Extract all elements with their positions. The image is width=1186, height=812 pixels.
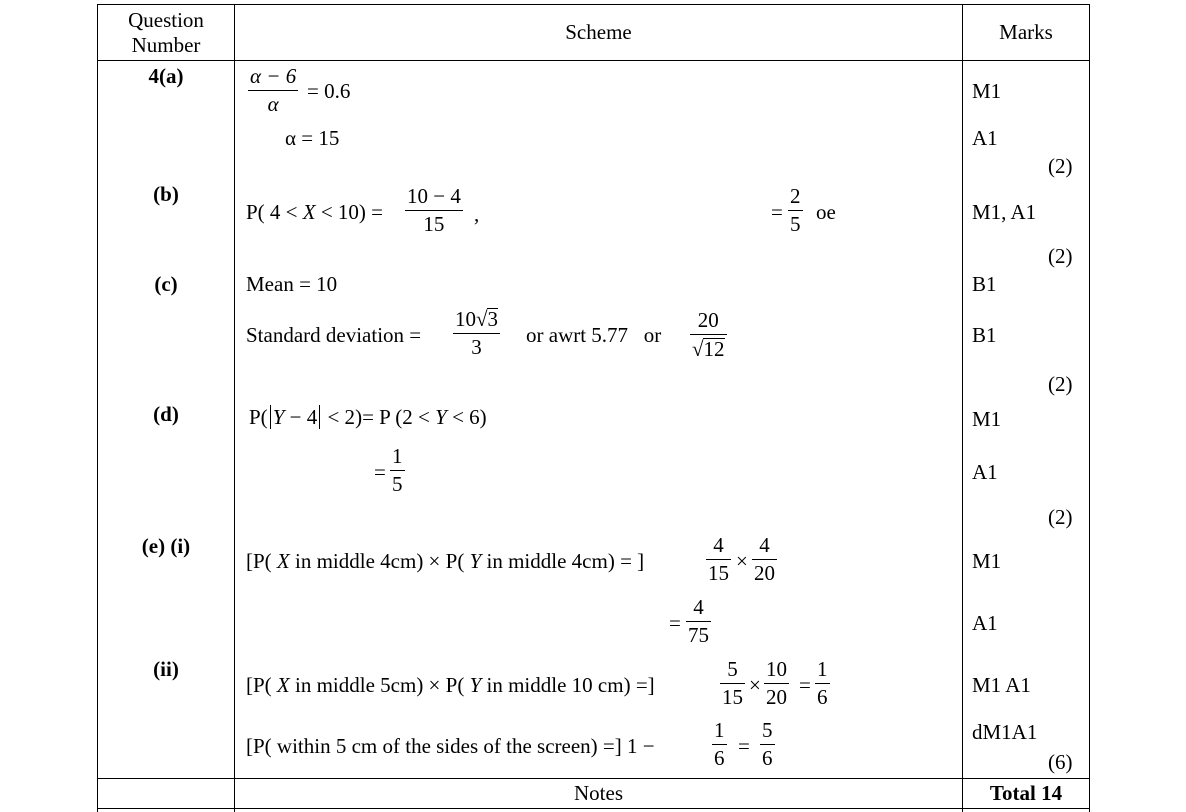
e-i-mark1: M1 bbox=[972, 549, 1002, 573]
e-i-times: × bbox=[736, 549, 748, 573]
d-prob-var: Y bbox=[272, 405, 285, 429]
c-or-awrt: or awrt 5.77 or bbox=[526, 323, 662, 347]
e-ii2-fraction-1 bbox=[712, 720, 727, 769]
b-oe: oe bbox=[816, 200, 836, 224]
b-total: (2) bbox=[1048, 244, 1073, 268]
c-sd-num: 10√3 bbox=[455, 307, 499, 331]
e-i-ans-num: 4 bbox=[693, 595, 704, 619]
a-fraction-den: α bbox=[267, 92, 279, 116]
b-comma: , bbox=[474, 202, 480, 226]
d-total: (2) bbox=[1048, 505, 1073, 529]
e-i-answer-fraction bbox=[686, 597, 711, 646]
a-mark1: M1 bbox=[972, 79, 1002, 103]
e-i-post: in middle 4cm) = ] bbox=[481, 549, 645, 573]
question-label-d: (d) bbox=[153, 402, 179, 426]
e-ii-x: X bbox=[276, 673, 290, 697]
question-label-4a: 4(a) bbox=[148, 64, 184, 88]
c-alt-den-root: 12 bbox=[703, 337, 725, 361]
b-lhs bbox=[246, 202, 383, 223]
e-total: (6) bbox=[1048, 750, 1073, 774]
e-ii2-f1-den: 6 bbox=[714, 746, 725, 770]
e-ii-y: Y bbox=[469, 673, 482, 697]
e-ii-f3-den: 6 bbox=[817, 685, 828, 709]
header-question-number bbox=[98, 8, 234, 58]
table-top-border bbox=[97, 4, 1089, 5]
b-lhs-var: X bbox=[302, 200, 316, 224]
e-ii2-f1-num: 1 bbox=[714, 718, 725, 742]
e-ii-f2-den: 20 bbox=[766, 685, 787, 709]
notes-top-border bbox=[97, 778, 1089, 779]
e-ii-f2-num: 10 bbox=[766, 657, 787, 681]
footer-notes: Notes bbox=[574, 781, 623, 805]
c-mark2: B1 bbox=[972, 323, 997, 347]
b-fraction bbox=[405, 186, 463, 235]
b-eq: = bbox=[771, 200, 783, 224]
e-i-f1-num: 4 bbox=[713, 533, 724, 557]
d-prob-pre: P( bbox=[249, 405, 268, 429]
header-scheme: Scheme bbox=[565, 20, 632, 44]
d-prob-rhs-var: Y bbox=[435, 405, 447, 429]
d-ans-den: 5 bbox=[392, 472, 403, 496]
col-border-right bbox=[1089, 4, 1090, 812]
e-ii-text bbox=[246, 675, 655, 696]
c-sd-num-coef: 10 bbox=[455, 307, 476, 331]
e-ii-pre: [P( bbox=[246, 673, 277, 697]
e-i-eq: = bbox=[669, 611, 681, 635]
a-mark2: A1 bbox=[972, 126, 998, 150]
b-ans-num: 2 bbox=[790, 184, 801, 208]
c-alt-num: 20 bbox=[697, 308, 719, 332]
e-ii-mid: in middle 5cm) × P( bbox=[289, 673, 470, 697]
notes-bottom-border bbox=[97, 808, 1089, 809]
d-mark2: A1 bbox=[972, 460, 998, 484]
e-ii-f3-num: 1 bbox=[817, 657, 828, 681]
e-ii-fraction-3 bbox=[815, 659, 830, 708]
e-ii2-fraction-2 bbox=[760, 720, 775, 769]
col-border-scheme bbox=[962, 4, 963, 812]
c-mark1: B1 bbox=[972, 272, 997, 296]
d-ans-num: 1 bbox=[392, 444, 403, 468]
b-frac-den: 15 bbox=[423, 212, 445, 236]
b-lhs-post: < 10) = bbox=[315, 200, 384, 224]
e-ii2-f2-num: 5 bbox=[762, 718, 773, 742]
c-alt-den: √12 bbox=[692, 337, 725, 361]
e-ii-post: in middle 10 cm) =] bbox=[481, 673, 655, 697]
e-i-f2-num: 4 bbox=[759, 533, 770, 557]
e-ii-eq: = bbox=[799, 673, 811, 697]
question-label-b: (b) bbox=[153, 182, 179, 206]
d-prob-rhs-pre: = P (2 < bbox=[362, 405, 436, 429]
e-ii-f1-den: 15 bbox=[722, 685, 743, 709]
a-fraction-num: α − 6 bbox=[250, 64, 297, 88]
header-question-line1: Question bbox=[128, 8, 204, 32]
question-label-e-i: (e) (i) bbox=[141, 534, 191, 558]
b-mark: M1, A1 bbox=[972, 200, 1037, 224]
e-ii2-f2-den: 6 bbox=[762, 746, 773, 770]
c-total: (2) bbox=[1048, 372, 1073, 396]
d-mark1: M1 bbox=[972, 407, 1002, 431]
c-sd-num-root: 3 bbox=[487, 307, 499, 331]
b-lhs-pre: P( 4 < bbox=[246, 200, 303, 224]
e-ii2-eq: = bbox=[738, 734, 750, 758]
a-eq2: α = 15 bbox=[285, 126, 340, 150]
b-answer-fraction bbox=[788, 186, 803, 235]
e-ii-fraction-2 bbox=[764, 659, 789, 708]
e-ii-fraction-1 bbox=[720, 659, 745, 708]
e-i-text bbox=[246, 551, 644, 572]
c-sd-fraction bbox=[453, 308, 500, 358]
e-i-ans-den: 75 bbox=[688, 623, 709, 647]
e-i-f1-den: 15 bbox=[708, 561, 729, 585]
b-frac-num: 10 − 4 bbox=[407, 184, 461, 208]
a-total: (2) bbox=[1048, 154, 1073, 178]
b-ans-den: 5 bbox=[790, 212, 801, 236]
e-ii-mark: M1 A1 bbox=[972, 673, 1031, 697]
c-sd-den: 3 bbox=[471, 335, 482, 359]
e-ii2-mark: dM1A1 bbox=[972, 720, 1038, 744]
e-i-fraction-1 bbox=[706, 535, 731, 584]
col-border-question bbox=[234, 4, 235, 812]
d-probability: P( Y − 4 < 2)= P (2 < Y < 6) bbox=[249, 405, 487, 429]
e-ii-within-text: [P( within 5 cm of the sides of the screen) =] 1 − bbox=[246, 734, 655, 758]
d-prob-post: < 2 bbox=[322, 405, 356, 429]
e-i-y: Y bbox=[469, 549, 482, 573]
c-alt-fraction bbox=[690, 310, 727, 360]
e-ii-times: × bbox=[749, 673, 761, 697]
question-label-e-ii: (ii) bbox=[153, 657, 179, 681]
e-i-pre: [P( bbox=[246, 549, 277, 573]
header-bottom-border bbox=[97, 60, 1089, 61]
e-i-mid: in middle 4cm) × P( bbox=[289, 549, 470, 573]
footer-total: Total 14 bbox=[989, 781, 1063, 805]
c-sd-label: Standard deviation = bbox=[246, 323, 422, 347]
a-fraction bbox=[248, 66, 298, 115]
header-marks: Marks bbox=[999, 20, 1053, 44]
e-i-fraction-2 bbox=[752, 535, 777, 584]
header-question-line2: Number bbox=[131, 33, 201, 58]
c-mean: Mean = 10 bbox=[246, 272, 338, 296]
e-i-f2-den: 20 bbox=[754, 561, 775, 585]
e-ii-f1-num: 5 bbox=[727, 657, 738, 681]
d-eq: = bbox=[374, 460, 386, 484]
a-eq1-rhs: = 0.6 bbox=[307, 79, 351, 103]
d-prob-rhs-post: < 6) bbox=[446, 405, 487, 429]
e-i-x: X bbox=[276, 549, 290, 573]
e-i-mark2: A1 bbox=[972, 611, 998, 635]
d-prob-mid: − 4 bbox=[284, 405, 318, 429]
question-label-c: (c) bbox=[154, 272, 178, 296]
d-answer-fraction bbox=[390, 446, 405, 495]
